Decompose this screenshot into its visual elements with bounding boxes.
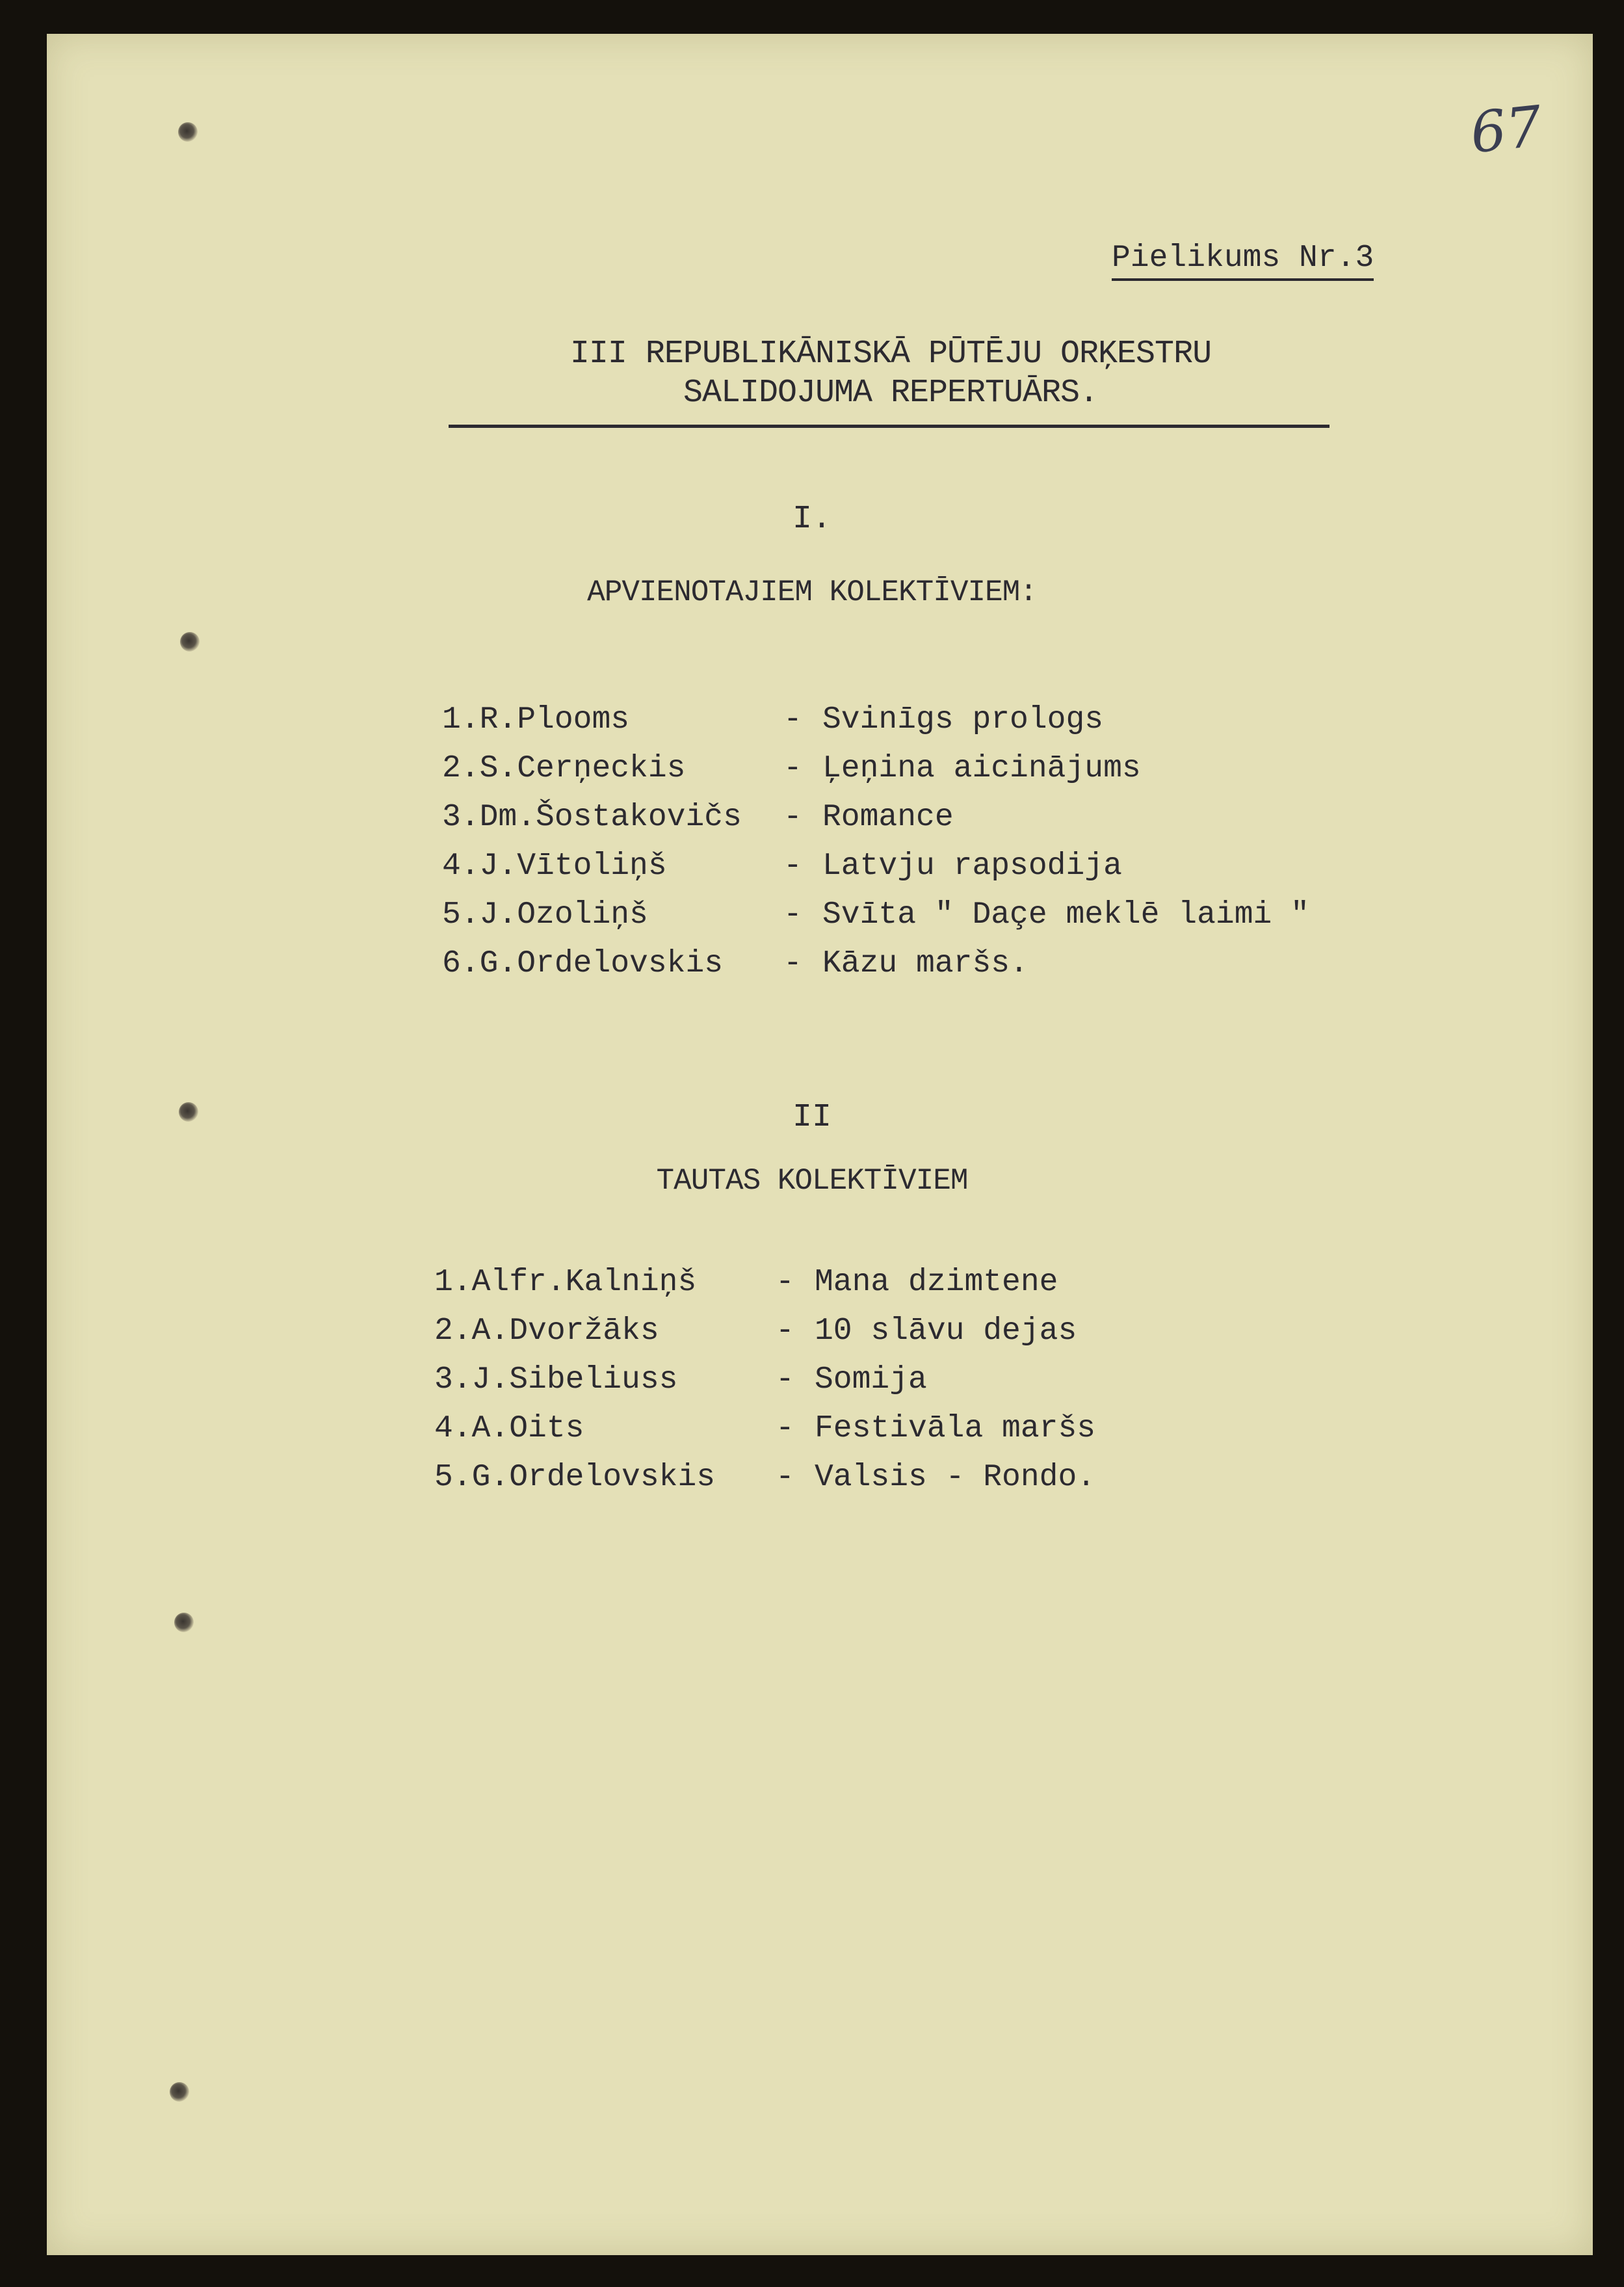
list-item [442,696,1309,745]
piece-title: Svīta " Daçe meklē laimi " [822,897,1309,932]
composer: 4.A.Oits [434,1411,584,1446]
composer: 5.G.Ordelovskis [434,1460,716,1495]
document-title [449,335,1333,413]
piece-title: Somija [815,1362,927,1397]
piece-title: Ļeņina aicinājums [822,751,1141,786]
section-2-list [434,1258,1095,1502]
composer: 6.G.Ordelovskis [442,946,724,981]
title-line-1: III REPUBLIKĀNISKĀ PŪTĒJU ORĶESTRU [570,336,1212,373]
composer: 5.J.Ozoliņš [442,897,648,932]
composer: 3.J.Sibeliuss [434,1362,678,1397]
dash: - [776,1314,794,1349]
list-item [434,1356,1095,1405]
punch-hole [170,2082,189,2102]
piece-title: Svinīgs prologs [822,702,1104,737]
list-item [442,842,1309,891]
section-2-number: II [792,1099,832,1136]
list-item [434,1307,1095,1356]
section-2-heading: TAUTAS KOLEKTĪVIEM [656,1164,968,1198]
dash: - [783,897,802,932]
piece-title: Festivāla maršs [815,1411,1096,1446]
dash: - [783,702,802,737]
dash: - [783,849,802,884]
list-item [434,1453,1095,1502]
list-item [434,1258,1095,1307]
composer: 4.J.Vītoliņš [442,849,667,884]
composer: 2.A.Dvoržāks [434,1314,659,1349]
piece-title: Latvju rapsodija [822,849,1122,884]
title-underline [449,425,1329,428]
punch-hole [180,632,200,652]
dash: - [776,1411,794,1446]
dash: - [783,751,802,786]
composer: 1.Alfr.Kalniņš [434,1265,697,1300]
piece-title: Valsis - Rondo. [815,1460,1096,1495]
punch-hole [174,1613,194,1632]
section-1-list [442,696,1309,988]
piece-title: Kāzu maršs. [822,946,1028,981]
dash: - [776,1265,794,1300]
title-line-2: SALIDOJUMA REPERTUĀRS. [683,375,1099,412]
composer: 1.R.Plooms [442,702,630,737]
punch-hole [178,122,198,142]
page-number: 67 [1467,94,1545,166]
appendix-label: Pielikums Nr.3 [1112,241,1374,281]
dash: - [783,800,802,835]
dash: - [776,1362,794,1397]
piece-title: Mana dzimtene [815,1265,1058,1300]
list-item [442,891,1309,940]
dash: - [776,1460,794,1495]
dash: - [783,946,802,981]
list-item [442,745,1309,793]
section-1-number: I. [792,501,832,538]
list-item [434,1405,1095,1453]
composer: 2.S.Cerņeckis [442,751,686,786]
piece-title: 10 slāvu dejas [815,1314,1077,1349]
list-item [442,940,1309,988]
composer: 3.Dm.Šostakovičs [442,800,742,835]
section-1-heading: APVIENOTAJIEM KOLEKTĪVIEM: [587,575,1037,609]
list-item [442,793,1309,842]
piece-title: Romance [822,800,954,835]
